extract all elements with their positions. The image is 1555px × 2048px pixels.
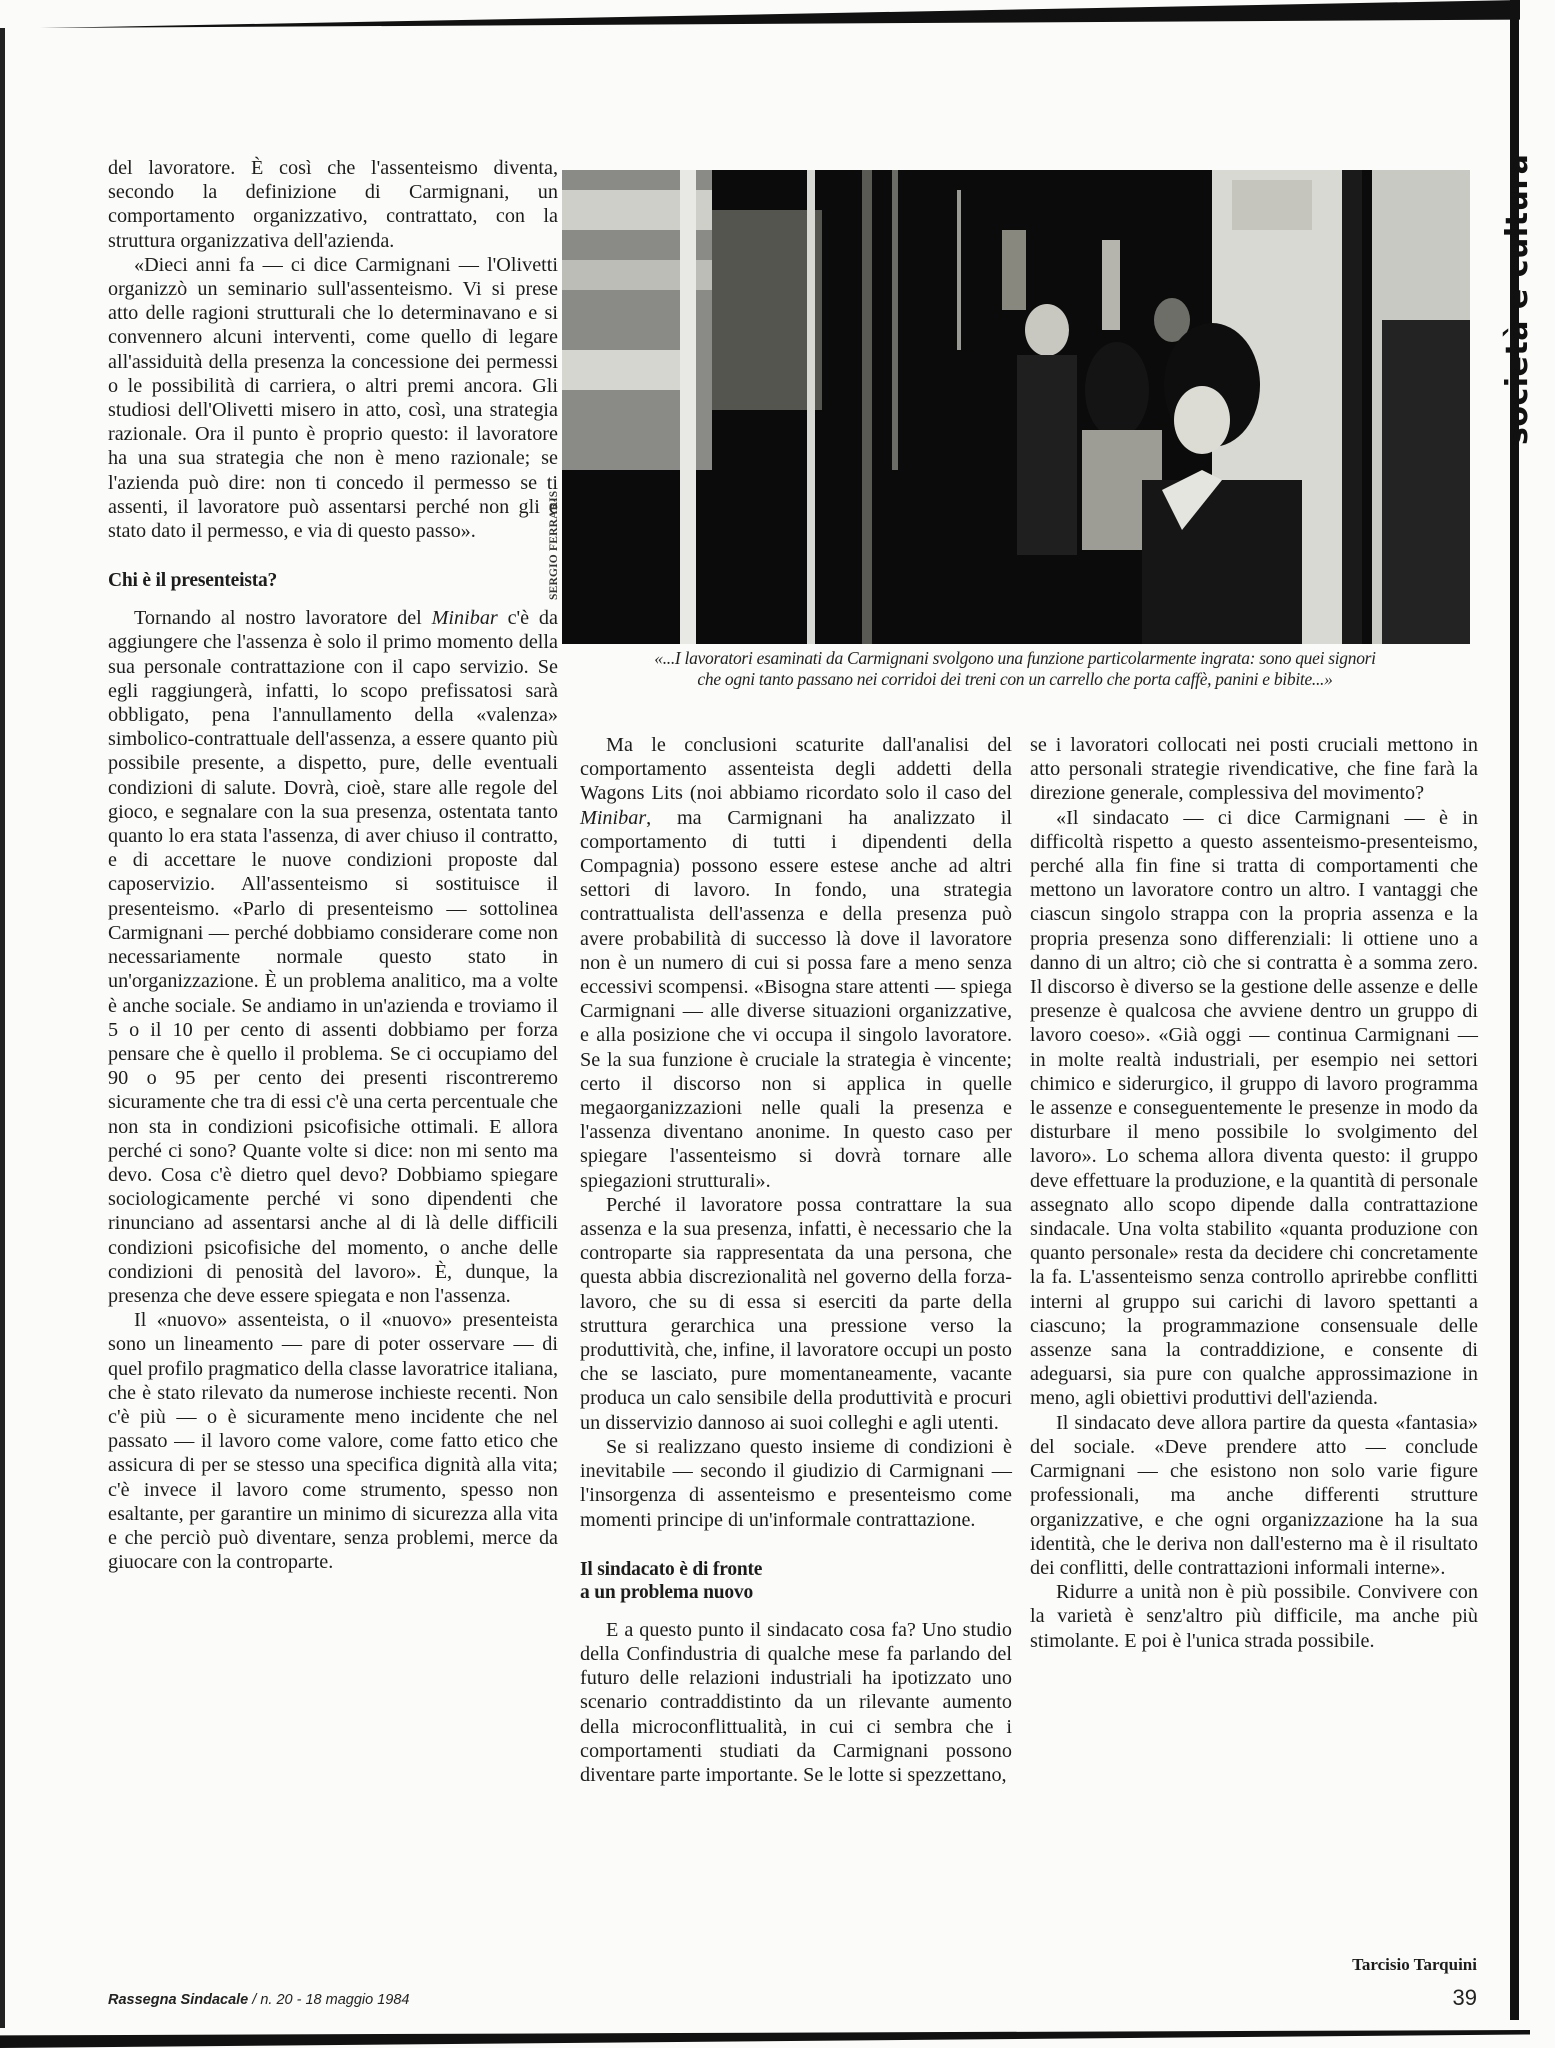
caption-line: «...I lavoratori esaminati da Carmignani svolgono una funzione particolarmente ingrata: sono quei signori bbox=[654, 648, 1376, 668]
article-column-2 bbox=[580, 733, 1012, 1787]
photo-caption bbox=[555, 648, 1475, 690]
text-run: Tornando al nostro lavoratore del bbox=[134, 607, 432, 630]
paragraph: Se si realizzano questo insieme di condizioni è inevitabile — secondo il giudizio di Carmignani — l'insorgenza di assenteismo e presenteismo come momenti principe di un'informale contrattazione. bbox=[580, 1435, 1012, 1531]
italic-term: Minibar bbox=[431, 607, 498, 630]
magazine-name: Rassegna Sindacale bbox=[108, 1992, 249, 2008]
text-run: , ma Carmignani ha analizzato il comportamento di tutti i dipendenti della Compagnia) possono essere estese anche ad altri settori di lavoro. In fondo, una strategia contrattualista dell'assenza e della presenza può avere probabilità di successo là dove il lavoratore non è un numero di cui si possa fare a meno senza eccessivi scompensi. «Bisogna stare attenti — spiega Carmignani — alle diverse situazioni organizzative, e alla posizione che vi occupa il singolo lavoratore. Se la sua funzione è cruciale la strategia è vincente; certo il discorso non si applica in quelle megaorganizzazioni nelle quali la presenza e l'assenza diventano anonime. In questo caso per spiegare l'assenteismo si dovrà tornare alle spiegazioni strutturali». bbox=[580, 806, 1012, 1192]
paragraph: Perché il lavoratore possa contrattare la sua assenza e la sua presenza, infatti, è necessario che la controparte sia rappresentata da una persona, che questa abbia discrezionalità nel governo della forza-lavoro, che su di essa si eserciti da parte della struttura gerarchica una pressione verso la produttività, che, infine, il lavoratore occupi un posto che se lasciato, pure momentaneamente, vacante produca un calo sensibile della produttività e procuri un disservizio dannoso ai suoi colleghi e agli utenti. bbox=[580, 1193, 1012, 1434]
scan-edge-bottom bbox=[0, 2030, 1530, 2048]
italic-term: Minibar bbox=[580, 806, 647, 829]
section-tag: società e cultura bbox=[1500, 153, 1535, 445]
section-heading: Chi è il presenteista? bbox=[108, 570, 278, 592]
heading-line: Il sindacato è di fronte bbox=[580, 1558, 763, 1580]
photo-train-corridor bbox=[562, 170, 1470, 644]
paragraph: Il «nuovo» assenteista, o il «nuovo» presenteista sono un lineamento — pare di poter osservare — di quel profilo pragmatico della classe lavoratrice italiana, che è stato rilevato da numerose inchieste recenti. Non c'è più — o è sicuramente meno incidente che nel passato — il lavoro come valore, come fatto etico che assicura di per se stesso una specifica dignità alla vita; c'è invece il lavoro come strumento, spesso non esaltante, per garantire un minimo di sicurezza alla vita e che perciò può diventare, senza problemi, merce da giuocare con la controparte. bbox=[108, 1309, 558, 1574]
issue-info: / n. 20 - 18 maggio 1984 bbox=[248, 1992, 410, 2008]
paragraph: del lavoratore. È così che l'assenteismo diventa, secondo la definizione di Carmignani, un comportamento organizzativo, contrattato, con la struttura organizzativa dell'azienda. bbox=[108, 157, 558, 252]
article-column-1 bbox=[108, 156, 558, 1574]
section-heading bbox=[580, 1558, 1012, 1604]
paragraph: Ridurre a unità non è più possibile. Convivere con la varietà è senz'altro più difficile, ma anche più stimolante. E poi è l'unica strada possibile. bbox=[1030, 1581, 1478, 1652]
paragraph: E a questo punto il sindacato cosa fa? Uno studio della Confindustria di qualche mese fa parlando del futuro delle relazioni industriali ha ipotizzato uno scenario contraddistinto da un rilevante aumento della microconflittualità, in cui ci sembra che i comportamenti studiati da Carmignani possono diventare parte importante. Se le lotte si spezzettano, bbox=[580, 1618, 1012, 1786]
paragraph bbox=[108, 606, 558, 1308]
author-signature: Tarcisio Tarquini bbox=[1352, 1955, 1477, 1974]
caption-line: che ogni tanto passano nei corridoi dei treni con un carrello che porta caffè, panini e bibite...» bbox=[697, 669, 1333, 689]
paragraph: «Dieci anni fa — ci dice Carmignani — l'Olivetti organizzò un seminario sull'assenteismo. Vi si prese atto delle ragioni strutturali che lo determinavano e si convennero alcuni interventi, come quello di legare all'assiduità della presenza la concessione dei permessi o le possibilità di carriera, o altri premi ancora. Gli studiosi dell'Olivetti misero in atto, così, una strategia razionale. Ora il punto è proprio questo: il lavoratore ha una sua strategia che non è meno razionale; se l'azienda può dire: non ti concedo il permesso se ti assenti, il lavoratore può assentarsi perché non gli è stato dato il permesso, e via di questo passo». bbox=[108, 253, 558, 543]
article-column-3 bbox=[1030, 733, 1478, 1653]
heading-line: a un problema nuovo bbox=[580, 1581, 754, 1603]
footer-publication bbox=[108, 1992, 409, 2008]
page-number: 39 bbox=[1452, 1985, 1477, 2010]
paragraph bbox=[580, 733, 1012, 1193]
text-run: c'è da aggiungere che l'assenza è solo il primo momento della sua personale contrattazione con il capo servizio. Se egli raggiungerà, infatti, lo scopo prefissatosi sarà obbligato, pena l'annullamento della «valenza» simbolico-contrattuale dell'assenza, a essere quanto più possibile presente, a dispetto, pure, delle eventuali condizioni di salute. Dovrà, cioè, stare alle regole del gioco, e segnalare con la sua presenza, ostentata tanto quanto lo era stata l'assenza, di aver chiuso il contratto, e di accettare le nuove condizioni proposte dal caposervizio. All'assenteismo si sostituisce il presenteismo. «Parlo di presenteismo — sottolinea Carmignani — perché dobbiamo considerare come non necessariamente normale questo stato in un'organizzazione. È un problema analitico, ma a volte è anche sociale. Se andiamo in un'azienda e troviamo il 5 o il 10 per cento di assenti dobbiamo per forza pensare che è quello il problema. Se ci occupiamo del 90 o 95 per cento dei presenti riscontreremo sicuramente che tra di essi c'è una certa percentuale che non sta in condizioni psicofisiche ottimali. E allora perché ci sono? Quante volte si dice: non mi sento ma devo. Cosa c'è dietro quel devo? Dobbiamo spiegare sociologicamente perché vi sono dipendenti che rinunciano ad assentarsi anche al di là delle difficili condizioni psicofisiche del momento, o anche delle condizioni di penosità del lavoro». È, dunque, la presenza che deve essere spiegata e non l'assenza. bbox=[108, 607, 558, 1307]
paragraph: se i lavoratori collocati nei posti cruciali mettono in atto personali strategie rivendicative, che fine farà la direzione generale, complessiva del movimento? bbox=[1030, 734, 1478, 805]
text-run: Ma le conclusioni scaturite dall'analisi del comportamento assenteista degli addetti della Wagons Lits (noi abbiamo ricordato solo il caso del bbox=[580, 734, 1012, 805]
photo-credit: SERGIO FERRARIS bbox=[548, 490, 560, 600]
paragraph: «Il sindacato — ci dice Carmignani — è in difficoltà rispetto a questo assenteismo-presenteismo, perché alla fin fine si tratta di comportamenti che mettono un lavoratore contro un altro. I vantaggi che ciascun singolo strappa con la propria assenza e la propria presenza sono differenziali: li ottiene uno a danno di un altro; ciò che si contratta è a somma zero. Il discorso è diverso se la gestione delle assenze e delle presenze è qualcosa che avviene dentro un gruppo di lavoro coeso». «Già oggi — continua Carmignani — in molte realtà industriali, per esempio nei settori chimico e siderurgico, il gruppo di lavoro programma le assenze e conseguentemente le presenze in modo da disturbare il meno possibile lo svolgimento del lavoro». Lo schema allora diventa questo: il gruppo deve effettuare la produzione, e la quantità di personale assegnato allo scopo dipende dalla contrattazione sindacale. Una volta stabilito «quanta produzione con quanto personale» resta da decidere chi concretamente la fa. L'assenteismo senza controllo aprirebbe conflitti interni al gruppo sui carichi di lavoro spettanti a ciascuno; la programmazione consensuale delle assenze sana la contraddizione, e consente di adeguarsi, sia pure con qualche approssimazione in meno, agli obiettivi produttivi dell'azienda. bbox=[1030, 806, 1478, 1410]
photo-illustration bbox=[562, 170, 1470, 644]
scan-edge-top bbox=[40, 0, 1520, 28]
paragraph: Il sindacato deve allora partire da questa «fantasia» del sociale. «Deve prendere atto — conclude Carmignani — che esistono non solo varie figure professionali, ma anche differenti strutture organizzative, e che ogni organizzazione ha la sua identità, che le deriva non dall'esterno ma è il risultato dei conflitti, delle contrattazioni informali interne». bbox=[1030, 1411, 1478, 1579]
scan-edge-left bbox=[0, 28, 5, 2028]
